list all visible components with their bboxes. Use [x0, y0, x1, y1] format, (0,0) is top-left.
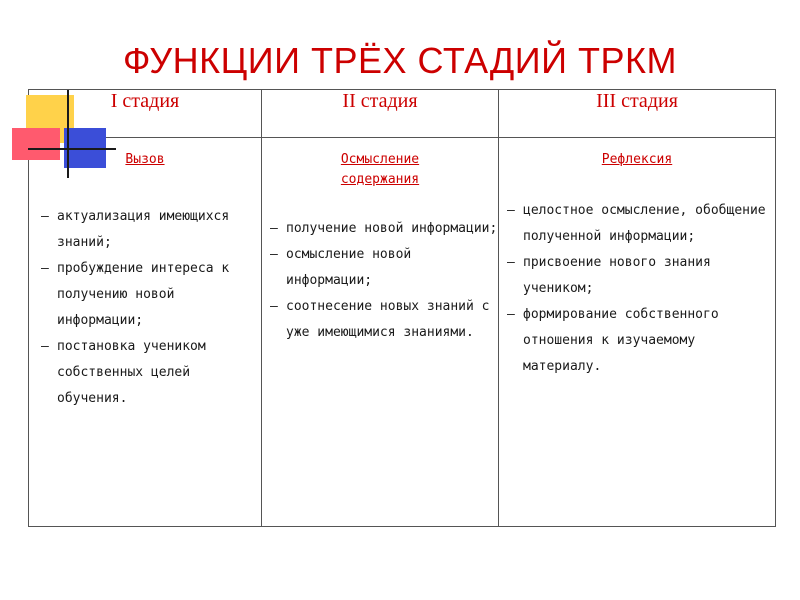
decor-vertical-line — [67, 90, 69, 178]
list-item: – постановка учеником собственных целей обучения. — [33, 334, 261, 412]
stage-2-subtitle-line: содержания — [340, 172, 420, 187]
stage-1-header: I стадия — [29, 90, 262, 138]
stage-3-subtitle — [499, 138, 775, 170]
stage-2-cell — [262, 138, 499, 527]
stage-3-cell — [499, 138, 776, 527]
list-item: – целостное осмысление, обобщение полученной информации; — [499, 198, 775, 250]
stage-1-cell — [29, 138, 262, 527]
stage-1-subtitle-line: Вызов — [125, 152, 165, 167]
stage-2-subtitle-line: Осмысление — [340, 152, 420, 167]
stages-table — [28, 89, 776, 527]
list-item: – соотнесение новых знаний с уже имеющимися знаниями. — [262, 294, 498, 346]
content-row — [29, 138, 776, 527]
list-item: – осмысление новой информации; — [262, 242, 498, 294]
header-row — [29, 90, 776, 138]
page-title: ФУНКЦИИ ТРЁХ СТАДИЙ ТРКМ — [123, 40, 677, 81]
decor-horizontal-line — [28, 148, 116, 150]
list-item: – получение новой информации; — [262, 216, 498, 242]
stage-3-list — [499, 198, 775, 380]
list-item: – формирование собственного отношения к изучаемому материалу. — [499, 302, 775, 380]
stage-1-list — [29, 204, 261, 412]
list-item: – пробуждение интереса к получению новой информации; — [33, 256, 261, 334]
stage-2-list — [262, 216, 498, 346]
list-item: – присвоение нового знания учеником; — [499, 250, 775, 302]
stage-3-subtitle-line: Рефлексия — [601, 152, 673, 167]
stage-2-subtitle — [262, 138, 498, 190]
list-item: – актуализация имеющихся знаний; — [33, 204, 261, 256]
decor-red-square — [12, 128, 60, 160]
stage-3-header: III стадия — [499, 90, 776, 138]
stage-2-header: II стадия — [262, 90, 499, 138]
